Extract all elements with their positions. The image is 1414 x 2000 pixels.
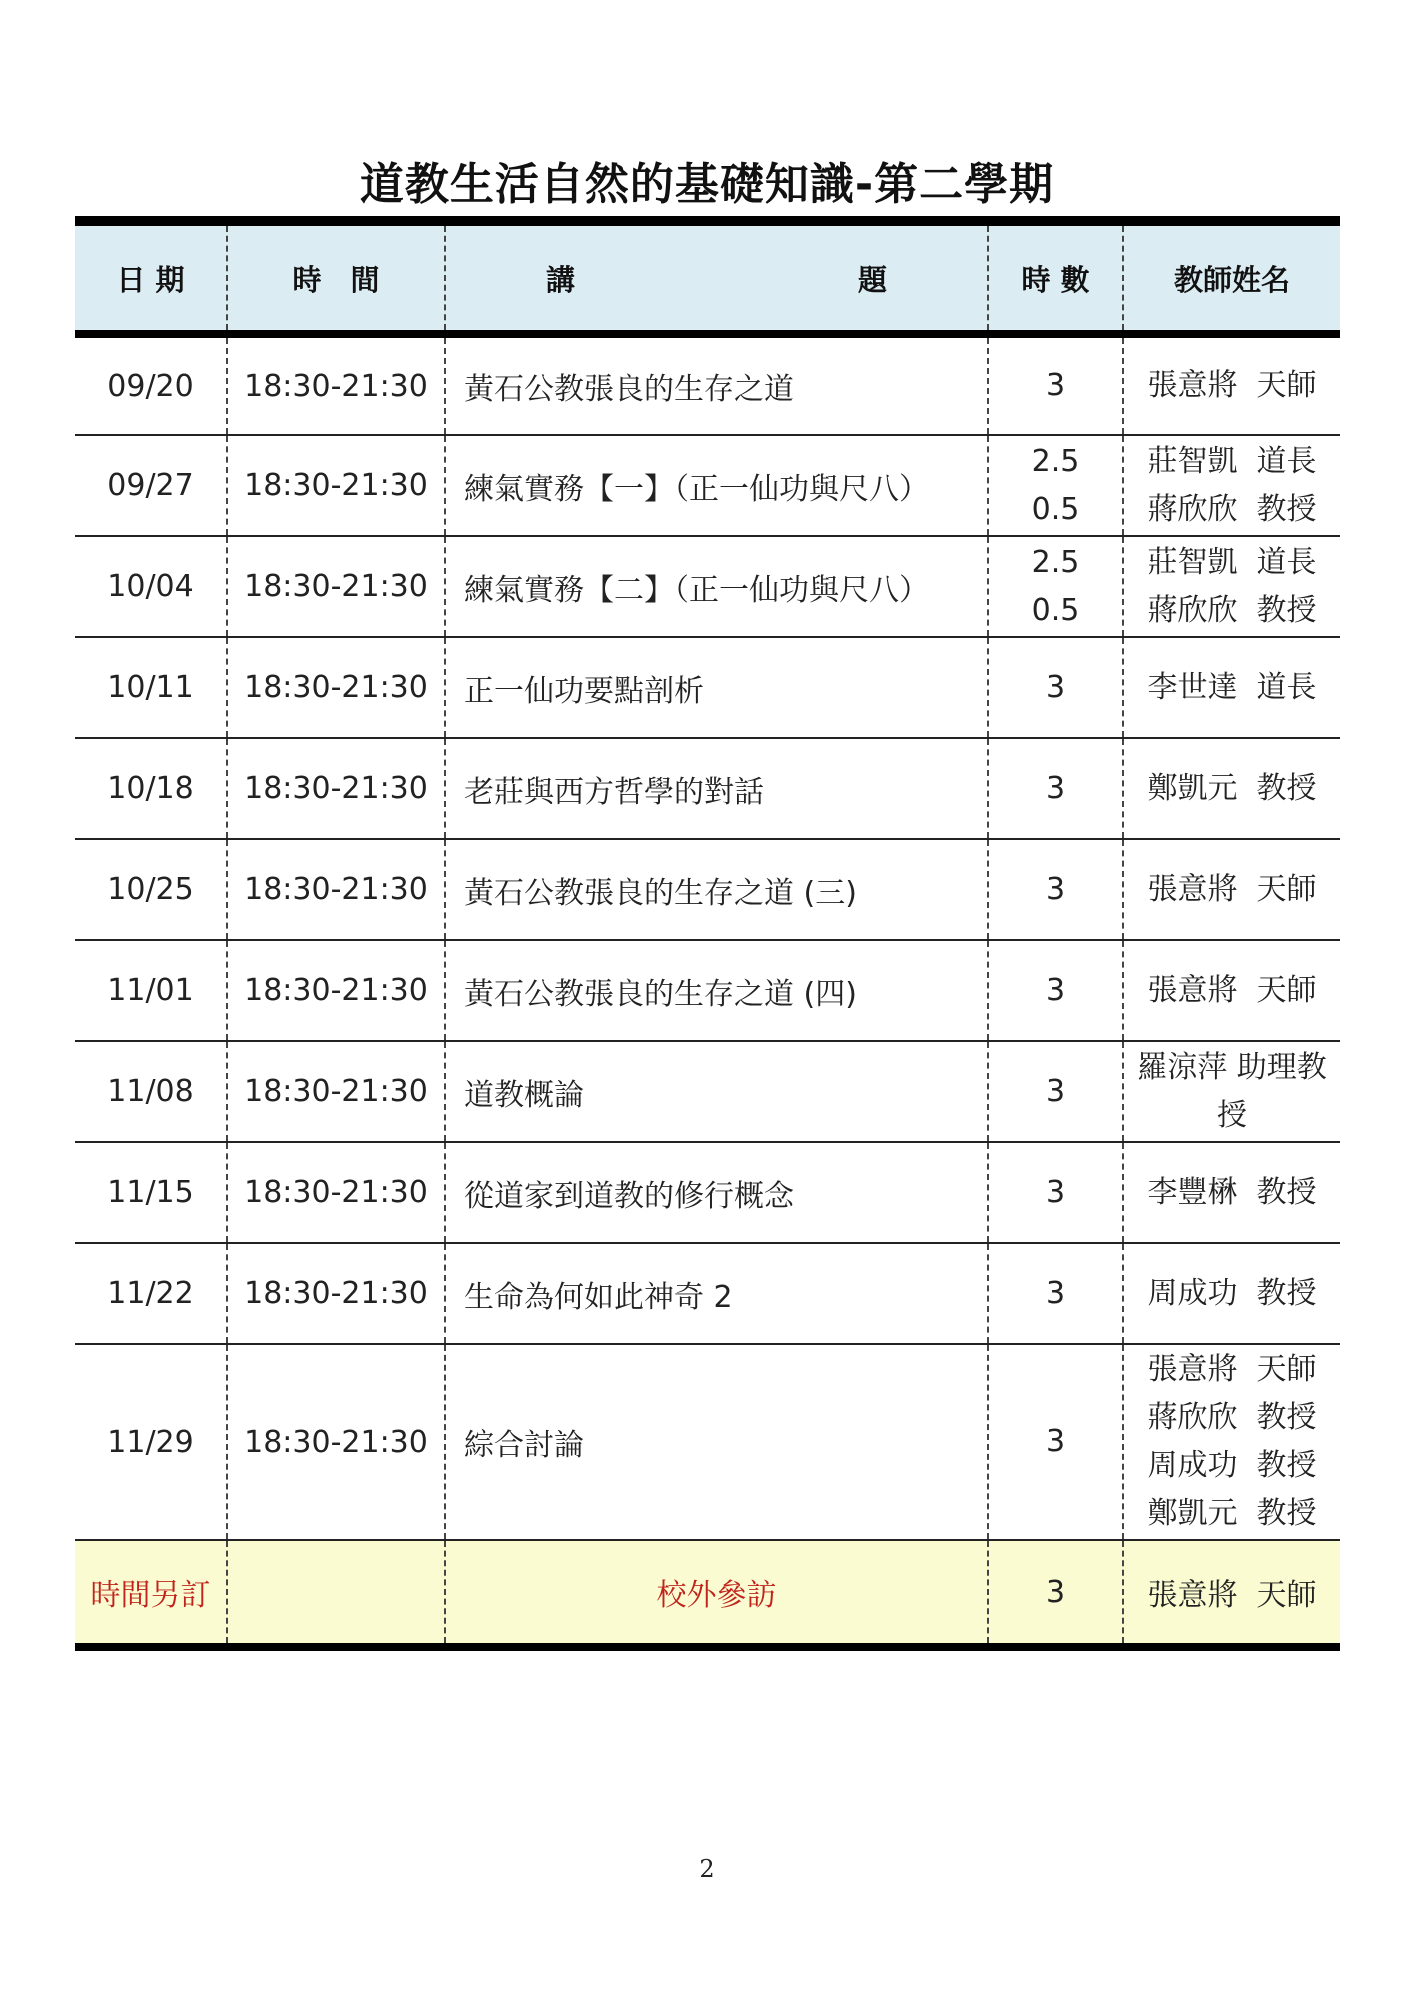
table-body xyxy=(75,334,1340,1647)
hours-value: 2.5 xyxy=(1031,544,1080,580)
teacher-name: 張意將 天師 xyxy=(1147,368,1317,403)
table-row xyxy=(75,1142,1340,1243)
topic-cell: 綜合討論 xyxy=(445,1344,988,1540)
teacher-cell xyxy=(1123,1142,1340,1243)
teacher-cell xyxy=(1123,637,1340,738)
date-cell: 11/08 xyxy=(75,1041,227,1142)
teacher-name: 周成功 教授 xyxy=(1147,1275,1317,1311)
hours-cell xyxy=(988,1142,1123,1243)
date-cell: 10/11 xyxy=(75,637,227,738)
topic-cell: 練氣實務【一】（正一仙功與尺八） xyxy=(445,435,988,536)
hours-cell xyxy=(988,1041,1123,1142)
time-cell: 18:30-21:30 xyxy=(227,435,445,536)
teacher-cell xyxy=(1123,1243,1340,1344)
hours-value: 0.5 xyxy=(1031,491,1080,527)
teacher-cell xyxy=(1123,536,1340,637)
date-cell: 11/22 xyxy=(75,1243,227,1344)
teacher-name: 張意將 天師 xyxy=(1147,871,1317,907)
hours-cell xyxy=(988,940,1123,1041)
header-topic xyxy=(445,221,988,334)
topic-cell: 正一仙功要點剖析 xyxy=(445,637,988,738)
topic-cell: 道教概論 xyxy=(445,1041,988,1142)
hours-cell xyxy=(988,637,1123,738)
teacher-cell xyxy=(1123,1344,1340,1540)
time-cell: 18:30-21:30 xyxy=(227,536,445,637)
teacher-cell xyxy=(1123,1041,1340,1142)
hours-cell xyxy=(988,839,1123,940)
time-cell xyxy=(227,1540,445,1647)
hours-value: 3 xyxy=(1045,871,1066,907)
teacher-cell xyxy=(1123,738,1340,839)
schedule-table-container xyxy=(75,216,1340,1651)
table-header-row xyxy=(75,221,1340,334)
hours-cell xyxy=(988,334,1123,435)
teacher-name: 莊智凱 道長 xyxy=(1147,544,1317,580)
table-row xyxy=(75,1344,1340,1540)
date-cell: 10/25 xyxy=(75,839,227,940)
hours-cell xyxy=(988,738,1123,839)
table-row xyxy=(75,334,1340,435)
topic-cell: 從道家到道教的修行概念 xyxy=(445,1142,988,1243)
time-cell: 18:30-21:30 xyxy=(227,738,445,839)
teacher-name: 張意將 天師 xyxy=(1147,972,1317,1008)
teacher-name: 鄭凱元 教授 xyxy=(1147,770,1317,806)
hours-value: 3 xyxy=(1045,1174,1066,1210)
topic-cell: 生命為何如此神奇 2 xyxy=(445,1243,988,1344)
hours-value: 3 xyxy=(1045,368,1066,403)
teacher-name: 授 xyxy=(1217,1097,1247,1133)
teacher-cell xyxy=(1123,334,1340,435)
topic-cell: 校外參訪 xyxy=(445,1540,988,1647)
table-row xyxy=(75,940,1340,1041)
time-cell: 18:30-21:30 xyxy=(227,334,445,435)
teacher-name: 周成功 教授 xyxy=(1147,1448,1317,1483)
teacher-name: 李豐楙 教授 xyxy=(1147,1174,1317,1210)
teacher-name: 蔣欣欣 教授 xyxy=(1147,1400,1317,1435)
header-date: 日 期 xyxy=(75,221,227,334)
date-cell: 10/04 xyxy=(75,536,227,637)
table-row xyxy=(75,839,1340,940)
hours-cell xyxy=(988,536,1123,637)
table-row xyxy=(75,435,1340,536)
header-time: 時 間 xyxy=(227,221,445,334)
date-cell: 11/29 xyxy=(75,1344,227,1540)
topic-cell: 練氣實務【二】（正一仙功與尺八） xyxy=(445,536,988,637)
header-topic-right: 題 xyxy=(857,262,887,297)
header-teacher: 教師姓名 xyxy=(1123,221,1340,334)
hours-cell: 3 xyxy=(988,1540,1123,1647)
time-cell: 18:30-21:30 xyxy=(227,637,445,738)
teacher-cell xyxy=(1123,839,1340,940)
hours-cell xyxy=(988,1243,1123,1344)
hours-value: 3 xyxy=(1045,1073,1066,1109)
teacher-cell: 張意將 天師 xyxy=(1123,1540,1340,1647)
topic-cell: 黃石公教張良的生存之道 (三) xyxy=(445,839,988,940)
hours-value: 3 xyxy=(1045,1275,1066,1311)
hours-value: 2.5 xyxy=(1031,443,1080,479)
teacher-name: 李世達 道長 xyxy=(1147,669,1317,705)
time-cell: 18:30-21:30 xyxy=(227,1243,445,1344)
table-row xyxy=(75,637,1340,738)
date-cell: 09/27 xyxy=(75,435,227,536)
hours-cell xyxy=(988,1344,1123,1540)
date-cell: 時間另訂 xyxy=(75,1540,227,1647)
teacher-name: 鄭凱元 教授 xyxy=(1147,1496,1317,1531)
topic-cell: 老莊與西方哲學的對話 xyxy=(445,738,988,839)
page-title: 道教生活自然的基礎知識-第二學期 xyxy=(359,159,1055,210)
table-row xyxy=(75,1243,1340,1344)
teacher-name: 蔣欣欣 教授 xyxy=(1147,592,1317,628)
date-cell: 10/18 xyxy=(75,738,227,839)
topic-cell: 黃石公教張良的生存之道 xyxy=(445,334,988,435)
page-number: 2 xyxy=(699,1855,715,1883)
table-row-offsite-visit xyxy=(75,1540,1340,1647)
hours-value: 0.5 xyxy=(1031,592,1080,628)
date-cell: 11/01 xyxy=(75,940,227,1041)
teacher-name: 張意將 天師 xyxy=(1147,1352,1317,1387)
table-row xyxy=(75,738,1340,839)
schedule-table xyxy=(75,216,1340,1651)
time-cell: 18:30-21:30 xyxy=(227,839,445,940)
time-cell: 18:30-21:30 xyxy=(227,1142,445,1243)
hours-value: 3 xyxy=(1045,1424,1066,1459)
hours-value: 3 xyxy=(1045,669,1066,705)
date-cell: 11/15 xyxy=(75,1142,227,1243)
hours-value: 3 xyxy=(1045,972,1066,1008)
table-row xyxy=(75,536,1340,637)
teacher-name: 莊智凱 道長 xyxy=(1147,443,1317,479)
teacher-cell xyxy=(1123,940,1340,1041)
teacher-name: 蔣欣欣 教授 xyxy=(1147,491,1317,527)
time-cell: 18:30-21:30 xyxy=(227,1041,445,1142)
hours-value: 3 xyxy=(1045,770,1066,806)
hours-cell xyxy=(988,435,1123,536)
date-cell: 09/20 xyxy=(75,334,227,435)
time-cell: 18:30-21:30 xyxy=(227,940,445,1041)
header-hours: 時 數 xyxy=(988,221,1123,334)
table-row xyxy=(75,1041,1340,1142)
time-cell: 18:30-21:30 xyxy=(227,1344,445,1540)
topic-cell: 黃石公教張良的生存之道 (四) xyxy=(445,940,988,1041)
teacher-cell xyxy=(1123,435,1340,536)
teacher-name: 羅涼萍 助理教 xyxy=(1137,1049,1327,1085)
header-topic-left: 講 xyxy=(546,262,576,297)
